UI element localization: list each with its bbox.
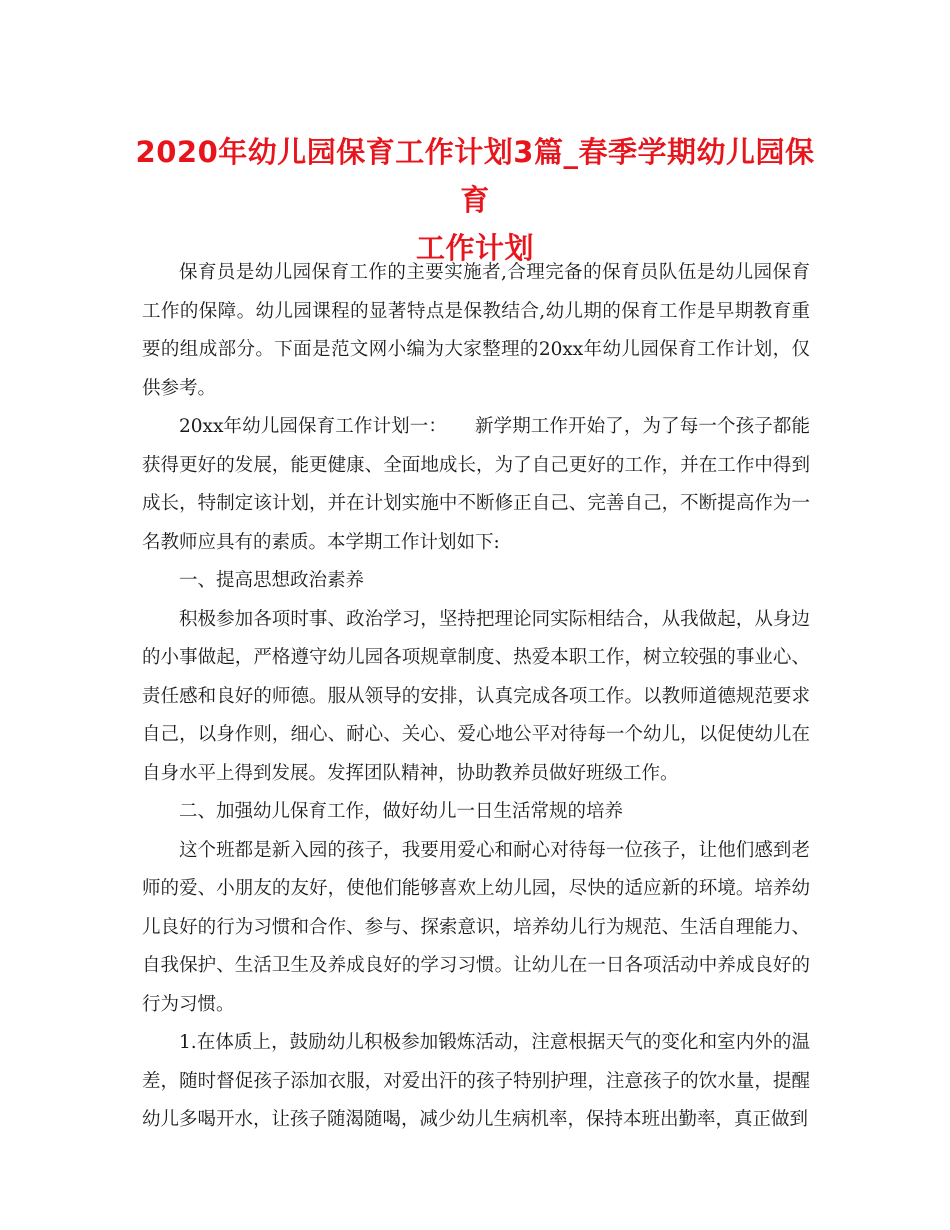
document-body: [142, 254, 810, 1140]
section-1-paragraph: 积极参加各项时事、政治学习，坚持把理论同实际相结合，从我做起，从身边的小事做起，严格遵守幼儿园各项规章制度、热爱本职工作，树立较强的事业心、责任感和良好的师德。服从领导的安排，认真完成各项工作。以教师道德规范要求自己，以身作则，细心、耐心、关心、爱心地公平对待每一个幼儿，以促使幼儿在自身水平上得到发展。发挥团队精神，协助教养员做好班级工作。: [142, 608, 810, 784]
plan-one-paragraph: 20xx年幼儿园保育工作计划一： 新学期工作开始了，为了每一个孩子都能获得更好的发展，能更健康、全面地成长，为了自己更好的工作，并在工作中得到成长，特制定该计划，并在计划实施中不断修正自己、完善自己，不断提高作为一名教师应具有的素质。本学期工作计划如下:: [142, 416, 810, 553]
document-title: [130, 128, 820, 272]
title-line-1: 2020年幼儿园保育工作计划3篇_春季学期幼儿园保育: [135, 135, 815, 217]
intro-paragraph: 保育员是幼儿园保育工作的主要实施者,合理完备的保育员队伍是幼儿园保育工作的保障。幼儿园课程的显著特点是保教结合,幼儿期的保育工作是早期教育重要的组成部分。下面是范文网小编为大家整理的20xx年幼儿园保育工作计划，仅供参考。: [142, 262, 810, 399]
section-heading-2: 二、加强幼儿保育工作，做好幼儿一日生活常规的培养: [179, 801, 624, 822]
list-item-1-paragraph: 1.在体质上，鼓励幼儿积极参加锻炼活动，注意根据天气的变化和室内外的温差，随时督促孩子添加衣服，对爱出汗的孩子特别护理，注意孩子的饮水量，提醒幼儿多喝开水，让孩子随渴随喝，减少幼儿生病机率，保持本班出勤率，真正做到: [142, 1032, 810, 1130]
section-2-paragraph: 这个班都是新入园的孩子，我要用爱心和耐心对待每一位孩子，让他们感到老师的爱、小朋友的友好，使他们能够喜欢上幼儿园，尽快的适应新的环境。培养幼儿良好的行为习惯和合作、参与、探索意识，培养幼儿行为规范、生活自理能力、自我保护、生活卫生及养成良好的学习习惯。让幼儿在一日各项活动中养成良好的行为习惯。: [142, 839, 810, 1015]
title-line-2: 工作计划: [415, 231, 534, 265]
section-heading-1: 一、提高思想政治素养: [179, 570, 365, 591]
